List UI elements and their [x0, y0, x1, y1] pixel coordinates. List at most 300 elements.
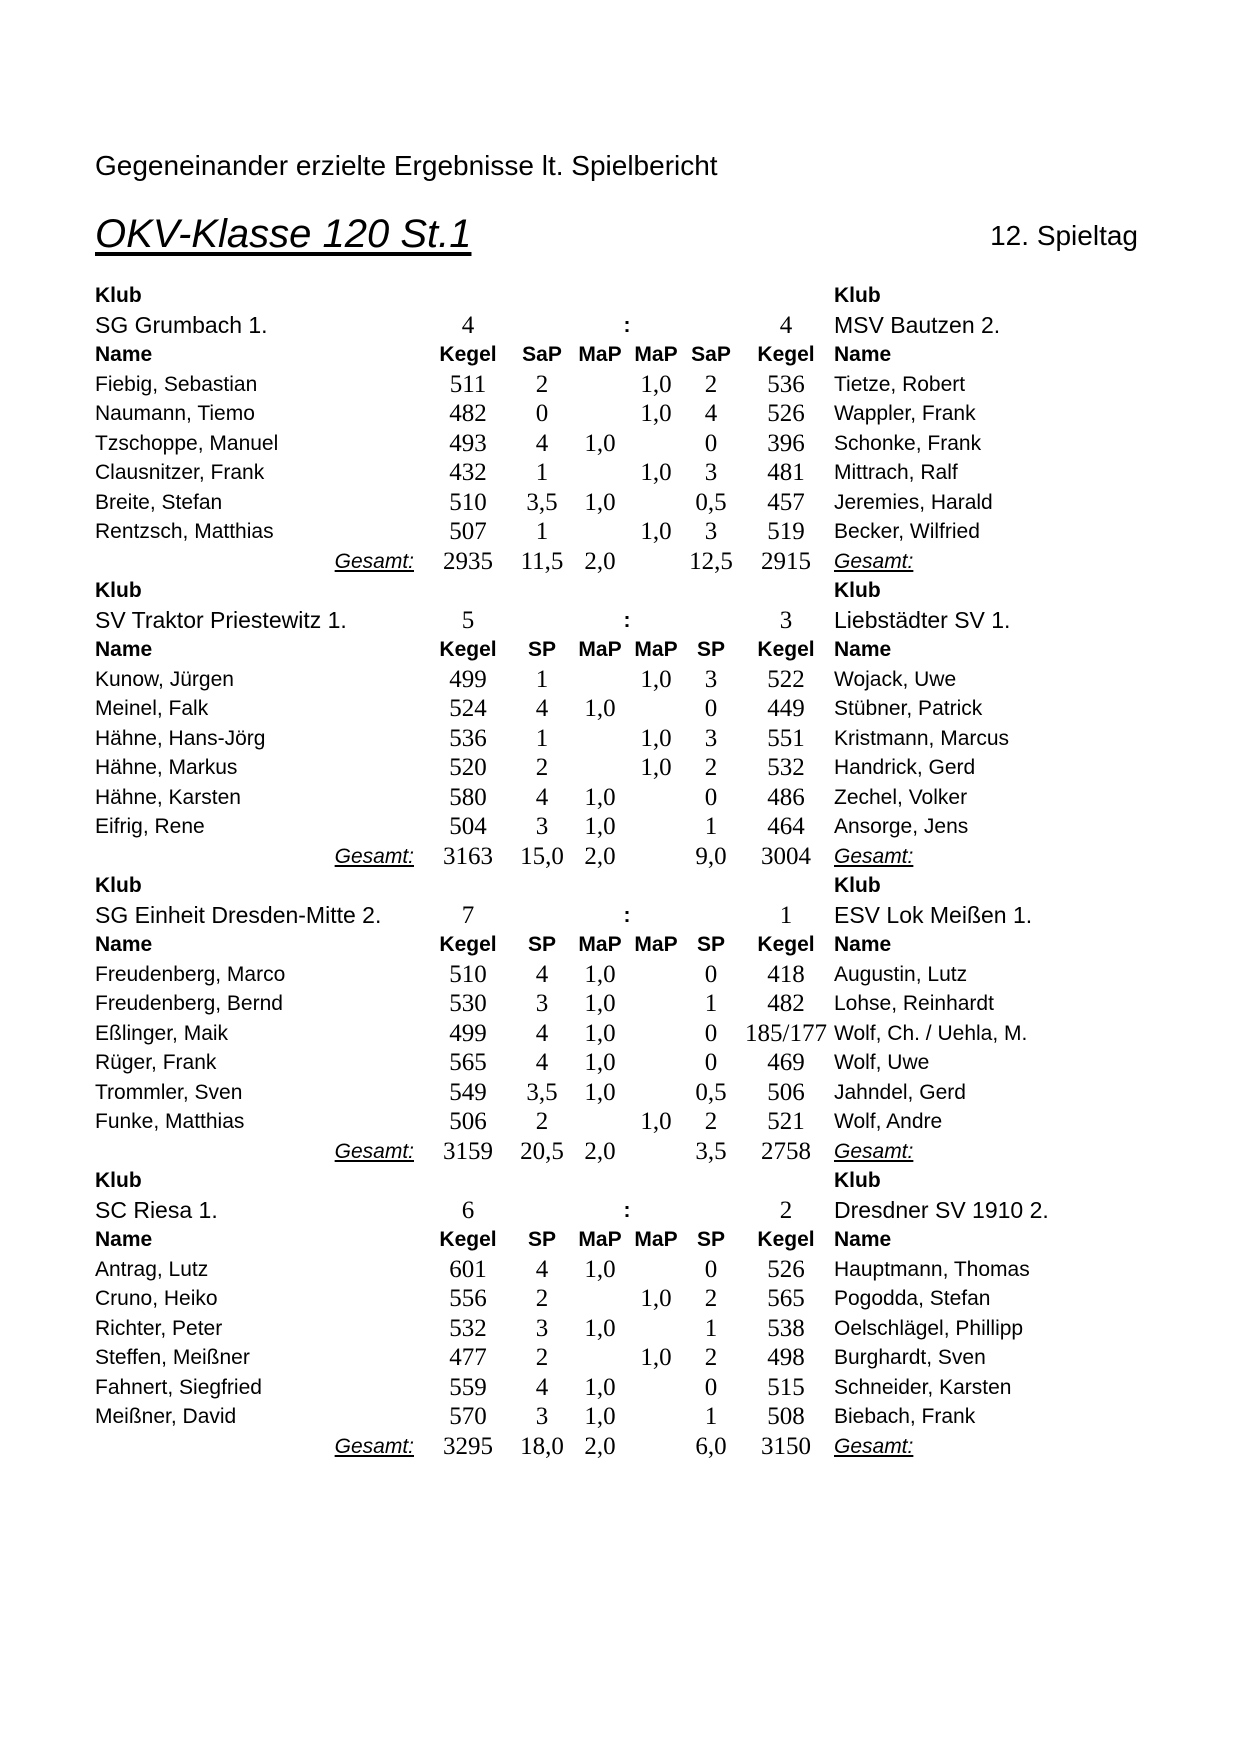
home-player-kegel: 536	[449, 724, 487, 752]
away-club-name: Liebstädter SV 1.	[834, 606, 1011, 633]
match-block	[0, 1166, 1240, 1461]
home-player-kegel: 510	[449, 960, 487, 988]
home-player-map: 1,0	[584, 1049, 616, 1076]
away-player-kegel: 521	[767, 1108, 805, 1135]
player-rows	[0, 960, 1240, 1137]
away-player-sp: 0	[704, 960, 718, 988]
home-player-kegel: 549	[449, 1078, 487, 1106]
away-player-name: Biebach, Frank	[834, 1405, 976, 1428]
away-player-name: Lohse, Reinhardt	[834, 992, 994, 1015]
away-player-sp: 0	[704, 1049, 718, 1076]
home-player-sp: 4	[535, 695, 549, 722]
club-score-row	[0, 901, 1240, 931]
away-club-label: Klub	[834, 874, 881, 897]
header-away-map: MaP	[634, 638, 678, 661]
away-player-map: 1,0	[640, 518, 672, 545]
player-rows	[0, 370, 1240, 547]
away-match-points: 3	[779, 606, 793, 634]
player-row	[0, 1019, 1240, 1049]
home-player-name: Eifrig, Rene	[95, 815, 205, 838]
player-row	[0, 1255, 1240, 1285]
header-away-sp: SaP	[691, 343, 731, 366]
away-player-sp: 0	[704, 1373, 718, 1401]
away-total-sp: 12,5	[689, 547, 733, 575]
home-player-sp: 3,5	[526, 488, 558, 516]
away-player-kegel: 532	[767, 754, 805, 781]
away-player-name: Kristmann, Marcus	[834, 726, 1010, 750]
home-player-name: Clausnitzer, Frank	[95, 461, 265, 484]
away-player-name: Wolf, Andre	[834, 1110, 943, 1133]
player-row	[0, 960, 1240, 990]
away-player-kegel: 481	[767, 459, 805, 486]
home-player-map: 1,0	[584, 488, 616, 516]
away-club-name: MSV Bautzen 2.	[834, 311, 1001, 338]
home-player-name: Hähne, Hans-Jörg	[95, 726, 266, 750]
home-player-map: 1,0	[584, 1019, 616, 1047]
away-player-kegel: 536	[767, 370, 805, 398]
away-player-map: 1,0	[640, 724, 672, 752]
away-player-sp: 0	[704, 783, 718, 811]
home-player-name: Antrag, Lutz	[95, 1257, 209, 1281]
home-player-map: 1,0	[584, 1078, 616, 1106]
player-row	[0, 458, 1240, 488]
home-player-sp: 4	[535, 1255, 549, 1283]
away-player-sp: 2	[704, 1344, 718, 1371]
player-row	[0, 488, 1240, 518]
away-total-label: Gesamt:	[834, 844, 914, 868]
away-player-sp: 3	[704, 724, 718, 752]
away-player-name: Mittrach, Ralf	[834, 461, 958, 484]
home-player-name: Fahnert, Siegfried	[95, 1375, 262, 1399]
home-player-sp: 2	[535, 1108, 549, 1135]
home-total-sp: 15,0	[520, 842, 564, 870]
home-club-name: SV Traktor Priestewitz 1.	[95, 606, 347, 633]
away-player-map: 1,0	[640, 1108, 672, 1135]
away-total-label: Gesamt:	[834, 1139, 914, 1163]
home-player-name: Tzschoppe, Manuel	[95, 431, 279, 455]
score-separator: :	[623, 313, 631, 337]
away-player-name: Wolf, Uwe	[834, 1051, 930, 1074]
player-row	[0, 399, 1240, 429]
header-home-kegel: Kegel	[439, 1228, 497, 1251]
player-row	[0, 1048, 1240, 1078]
away-player-name: Jeremies, Harald	[834, 490, 993, 514]
home-player-name: Naumann, Tiemo	[95, 402, 255, 425]
column-header-row	[0, 930, 1240, 960]
home-player-sp: 1	[535, 665, 549, 693]
header-away-kegel: Kegel	[757, 1228, 815, 1251]
away-player-kegel: 486	[767, 783, 805, 811]
player-row	[0, 1078, 1240, 1108]
header-home-sp: SP	[527, 933, 557, 956]
home-player-name: Eßlinger, Maik	[95, 1021, 229, 1045]
away-player-sp: 2	[704, 754, 718, 781]
player-row	[0, 665, 1240, 695]
home-player-sp: 3	[535, 813, 549, 840]
away-player-kegel: 482	[767, 990, 805, 1017]
home-player-kegel: 532	[449, 1314, 487, 1342]
home-total-map: 2,0	[584, 547, 616, 575]
home-player-map: 1,0	[584, 813, 616, 840]
home-player-sp: 4	[535, 783, 549, 811]
away-player-sp: 0	[704, 1255, 718, 1283]
home-player-sp: 2	[535, 1344, 549, 1371]
header-away-name: Name	[834, 638, 892, 661]
home-club-label: Klub	[95, 579, 142, 602]
header-away-map: MaP	[634, 933, 678, 956]
away-player-map: 1,0	[640, 665, 672, 693]
away-player-sp: 2	[704, 1285, 718, 1312]
away-player-kegel: 418	[767, 960, 805, 988]
away-total-kegel: 2758	[761, 1137, 811, 1165]
player-row	[0, 1107, 1240, 1137]
club-score-row	[0, 311, 1240, 341]
home-player-sp: 1	[535, 724, 549, 752]
player-row	[0, 812, 1240, 842]
home-club-label: Klub	[95, 874, 142, 897]
home-player-kegel: 601	[449, 1255, 487, 1283]
away-player-kegel: 526	[767, 400, 805, 427]
away-player-sp: 0,5	[695, 1078, 727, 1106]
home-player-kegel: 524	[449, 695, 487, 722]
home-player-map: 1,0	[584, 429, 616, 457]
away-total-kegel: 2915	[761, 547, 811, 575]
home-player-name: Fiebig, Sebastian	[95, 372, 258, 396]
home-player-kegel: 499	[449, 1019, 487, 1047]
club-label-row	[0, 576, 1240, 606]
away-player-sp: 1	[704, 813, 718, 840]
home-player-sp: 1	[535, 459, 549, 486]
away-total-kegel: 3004	[761, 842, 811, 870]
player-row	[0, 1284, 1240, 1314]
total-row	[0, 1432, 1240, 1462]
column-header-row	[0, 1225, 1240, 1255]
score-separator: :	[623, 903, 631, 927]
away-player-kegel: 538	[767, 1314, 805, 1342]
away-match-points: 1	[779, 901, 793, 929]
home-player-kegel: 432	[449, 459, 487, 486]
home-player-name: Kunow, Jürgen	[95, 667, 234, 691]
away-total-sp: 3,5	[695, 1137, 727, 1165]
player-row	[0, 753, 1240, 783]
home-total-map: 2,0	[584, 842, 616, 870]
home-player-kegel: 511	[449, 370, 487, 398]
header-home-name: Name	[95, 1228, 153, 1251]
header-home-map: MaP	[578, 343, 622, 366]
away-player-name: Augustin, Lutz	[834, 962, 968, 986]
away-player-sp: 2	[704, 1108, 718, 1135]
away-player-sp: 3	[704, 665, 718, 693]
home-player-map: 1,0	[584, 1403, 616, 1430]
away-player-name: Hauptmann, Thomas	[834, 1257, 1030, 1281]
column-header-row	[0, 340, 1240, 370]
home-total-kegel: 2935	[443, 547, 493, 575]
club-score-row	[0, 1196, 1240, 1226]
away-club-name: ESV Lok Meißen 1.	[834, 901, 1033, 928]
away-player-kegel: 519	[767, 518, 805, 545]
match-block	[0, 871, 1240, 1166]
total-row	[0, 1137, 1240, 1167]
away-player-kegel: 449	[767, 695, 805, 722]
away-player-name: Burghardt, Sven	[834, 1346, 986, 1369]
home-player-sp: 0	[535, 400, 549, 427]
home-player-name: Cruno, Heiko	[95, 1287, 218, 1310]
player-row	[0, 429, 1240, 459]
home-player-map: 1,0	[584, 783, 616, 811]
home-player-name: Funke, Matthias	[95, 1110, 245, 1133]
home-total-label: Gesamt:	[334, 549, 414, 573]
home-player-name: Rentzsch, Matthias	[95, 520, 274, 543]
header-home-name: Name	[95, 343, 153, 366]
away-match-points: 4	[779, 311, 793, 339]
header-away-name: Name	[834, 1228, 892, 1251]
home-match-points: 4	[461, 311, 475, 339]
header-home-kegel: Kegel	[439, 638, 497, 661]
home-player-sp: 2	[535, 370, 549, 398]
home-club-name: SC Riesa 1.	[95, 1196, 218, 1223]
home-player-name: Breite, Stefan	[95, 490, 223, 514]
away-total-sp: 9,0	[695, 842, 727, 870]
home-player-name: Hähne, Markus	[95, 756, 238, 779]
away-player-name: Schneider, Karsten	[834, 1375, 1012, 1399]
home-player-kegel: 477	[449, 1344, 487, 1371]
away-player-sp: 4	[704, 400, 718, 427]
away-club-label: Klub	[834, 579, 881, 602]
home-player-sp: 3	[535, 990, 549, 1017]
home-player-name: Freudenberg, Bernd	[95, 992, 283, 1015]
header-away-kegel: Kegel	[757, 638, 815, 661]
away-player-name: Wojack, Uwe	[834, 667, 957, 691]
away-player-kegel: 565	[767, 1285, 805, 1312]
away-player-name: Pogodda, Stefan	[834, 1287, 991, 1310]
away-club-label: Klub	[834, 1169, 881, 1192]
home-player-name: Meinel, Falk	[95, 697, 209, 720]
away-player-sp: 0	[704, 429, 718, 457]
home-player-sp: 4	[535, 1049, 549, 1076]
club-score-row	[0, 606, 1240, 636]
header-away-name: Name	[834, 933, 892, 956]
home-player-kegel: 493	[449, 429, 487, 457]
away-player-kegel: 506	[767, 1078, 805, 1106]
away-player-name: Oelschlägel, Phillipp	[834, 1316, 1024, 1340]
home-player-kegel: 565	[449, 1049, 487, 1076]
score-separator: :	[623, 1198, 631, 1222]
away-club-name: Dresdner SV 1910 2.	[834, 1196, 1049, 1223]
player-rows	[0, 665, 1240, 842]
home-player-sp: 4	[535, 960, 549, 988]
away-player-map: 1,0	[640, 1285, 672, 1312]
away-player-name: Stübner, Patrick	[834, 697, 983, 720]
header-away-map: MaP	[634, 1228, 678, 1251]
away-total-kegel: 3150	[761, 1432, 811, 1460]
column-header-row	[0, 635, 1240, 665]
match-block	[0, 281, 1240, 576]
away-player-kegel: 464	[767, 813, 805, 840]
away-player-name: Tietze, Robert	[834, 372, 966, 396]
away-player-sp: 1	[704, 1314, 718, 1342]
header-home-kegel: Kegel	[439, 343, 497, 366]
home-player-map: 1,0	[584, 960, 616, 988]
header-home-name: Name	[95, 933, 153, 956]
away-total-sp: 6,0	[695, 1432, 727, 1460]
away-player-kegel: 185/177	[745, 1019, 827, 1047]
away-player-map: 1,0	[640, 1344, 672, 1371]
header-away-map: MaP	[634, 343, 678, 366]
club-label-row	[0, 1166, 1240, 1196]
away-player-kegel: 515	[767, 1373, 805, 1401]
player-row	[0, 1314, 1240, 1344]
home-total-sp: 20,5	[520, 1137, 564, 1165]
away-player-name: Wolf, Ch. / Uehla, M.	[834, 1021, 1028, 1045]
away-player-kegel: 457	[767, 488, 805, 516]
header-away-sp: SP	[696, 638, 726, 661]
player-row	[0, 989, 1240, 1019]
score-separator: :	[623, 608, 631, 632]
home-match-points: 6	[461, 1196, 475, 1224]
home-player-kegel: 559	[449, 1373, 487, 1401]
away-player-kegel: 396	[767, 429, 805, 457]
away-player-kegel: 551	[767, 724, 805, 752]
away-player-name: Ansorge, Jens	[834, 815, 969, 838]
header-home-kegel: Kegel	[439, 933, 497, 956]
club-label-row	[0, 281, 1240, 311]
away-player-name: Wappler, Frank	[834, 402, 976, 425]
home-player-map: 1,0	[584, 695, 616, 722]
away-player-name: Jahndel, Gerd	[834, 1080, 966, 1104]
player-rows	[0, 1255, 1240, 1432]
away-player-kegel: 508	[767, 1403, 805, 1430]
home-player-map: 1,0	[584, 1314, 616, 1342]
away-player-name: Handrick, Gerd	[834, 756, 976, 779]
away-player-name: Schonke, Frank	[834, 431, 982, 455]
home-player-name: Hähne, Karsten	[95, 785, 241, 809]
away-player-map: 1,0	[640, 459, 672, 486]
home-total-label: Gesamt:	[334, 844, 414, 868]
header-away-sp: SP	[696, 933, 726, 956]
player-row	[0, 517, 1240, 547]
away-player-sp: 1	[704, 1403, 718, 1430]
home-player-kegel: 482	[449, 400, 487, 427]
home-player-name: Richter, Peter	[95, 1316, 223, 1340]
player-row	[0, 1373, 1240, 1403]
away-player-sp: 0	[704, 1019, 718, 1047]
away-player-sp: 0	[704, 695, 718, 722]
away-player-sp: 3	[704, 518, 718, 545]
home-match-points: 7	[461, 901, 475, 929]
away-player-kegel: 469	[767, 1049, 805, 1076]
home-player-kegel: 520	[449, 754, 487, 781]
player-row	[0, 724, 1240, 754]
home-player-kegel: 556	[449, 1285, 487, 1312]
home-club-label: Klub	[95, 1169, 142, 1192]
home-player-kegel: 580	[449, 783, 487, 811]
match-block	[0, 576, 1240, 871]
home-player-sp: 4	[535, 1373, 549, 1401]
away-club-label: Klub	[834, 284, 881, 307]
home-club-name: SG Grumbach 1.	[95, 311, 268, 338]
home-player-kegel: 499	[449, 665, 487, 693]
home-player-kegel: 530	[449, 990, 487, 1017]
home-player-sp: 3	[535, 1314, 549, 1342]
club-label-row	[0, 871, 1240, 901]
header-home-map: MaP	[578, 1228, 622, 1251]
away-player-sp: 1	[704, 990, 718, 1017]
away-player-sp: 0,5	[695, 488, 727, 516]
home-player-sp: 2	[535, 1285, 549, 1312]
header-away-sp: SP	[696, 1228, 726, 1251]
player-row	[0, 1402, 1240, 1432]
away-player-sp: 2	[704, 370, 718, 398]
home-player-kegel: 570	[449, 1403, 487, 1430]
away-player-kegel: 522	[767, 665, 805, 693]
header-away-kegel: Kegel	[757, 933, 815, 956]
home-club-label: Klub	[95, 284, 142, 307]
header-home-sp: SP	[527, 1228, 557, 1251]
home-player-name: Trommler, Sven	[95, 1080, 243, 1104]
home-player-kegel: 506	[449, 1108, 487, 1135]
away-player-kegel: 498	[767, 1344, 805, 1371]
header-home-map: MaP	[578, 933, 622, 956]
total-row	[0, 842, 1240, 872]
home-total-map: 2,0	[584, 1137, 616, 1165]
home-player-name: Rüger, Frank	[95, 1051, 217, 1074]
away-player-name: Zechel, Volker	[834, 785, 968, 809]
away-total-label: Gesamt:	[834, 1434, 914, 1458]
away-player-map: 1,0	[640, 400, 672, 427]
home-player-map: 1,0	[584, 1373, 616, 1401]
header-away-kegel: Kegel	[757, 343, 815, 366]
match-results	[0, 281, 1240, 1461]
home-total-label: Gesamt:	[334, 1139, 414, 1163]
away-player-map: 1,0	[640, 370, 672, 398]
league-title: OKV-Klasse 120 St.1	[95, 212, 472, 256]
player-row	[0, 1343, 1240, 1373]
home-player-map: 1,0	[584, 990, 616, 1017]
home-club-name: SG Einheit Dresden-Mitte 2.	[95, 901, 382, 928]
home-player-sp: 4	[535, 1019, 549, 1047]
player-row	[0, 370, 1240, 400]
header-home-name: Name	[95, 638, 153, 661]
away-player-sp: 3	[704, 459, 718, 486]
total-row	[0, 547, 1240, 577]
away-match-points: 2	[779, 1196, 793, 1224]
away-total-label: Gesamt:	[834, 549, 914, 573]
home-player-name: Meißner, David	[95, 1405, 237, 1428]
home-player-kegel: 510	[449, 488, 487, 516]
home-total-kegel: 3295	[443, 1432, 493, 1460]
home-total-kegel: 3159	[443, 1137, 493, 1165]
home-total-map: 2,0	[584, 1432, 616, 1460]
home-player-name: Steffen, Meißner	[95, 1346, 250, 1369]
home-player-sp: 3,5	[526, 1078, 558, 1106]
home-player-kegel: 504	[449, 813, 487, 840]
header-home-map: MaP	[578, 638, 622, 661]
header-home-sp: SP	[527, 638, 557, 661]
matchday-label: 12. Spieltag	[990, 220, 1138, 251]
home-player-map: 1,0	[584, 1255, 616, 1283]
home-player-sp: 2	[535, 754, 549, 781]
away-player-kegel: 526	[767, 1255, 805, 1283]
player-row	[0, 694, 1240, 724]
document-subtitle: Gegeneinander erzielte Ergebnisse lt. Spielbericht	[95, 150, 718, 181]
home-player-sp: 3	[535, 1403, 549, 1430]
header-away-name: Name	[834, 343, 892, 366]
away-player-map: 1,0	[640, 754, 672, 781]
home-total-kegel: 3163	[443, 842, 493, 870]
home-player-sp: 4	[535, 429, 549, 457]
home-total-label: Gesamt:	[334, 1434, 414, 1458]
home-player-kegel: 507	[449, 518, 487, 545]
